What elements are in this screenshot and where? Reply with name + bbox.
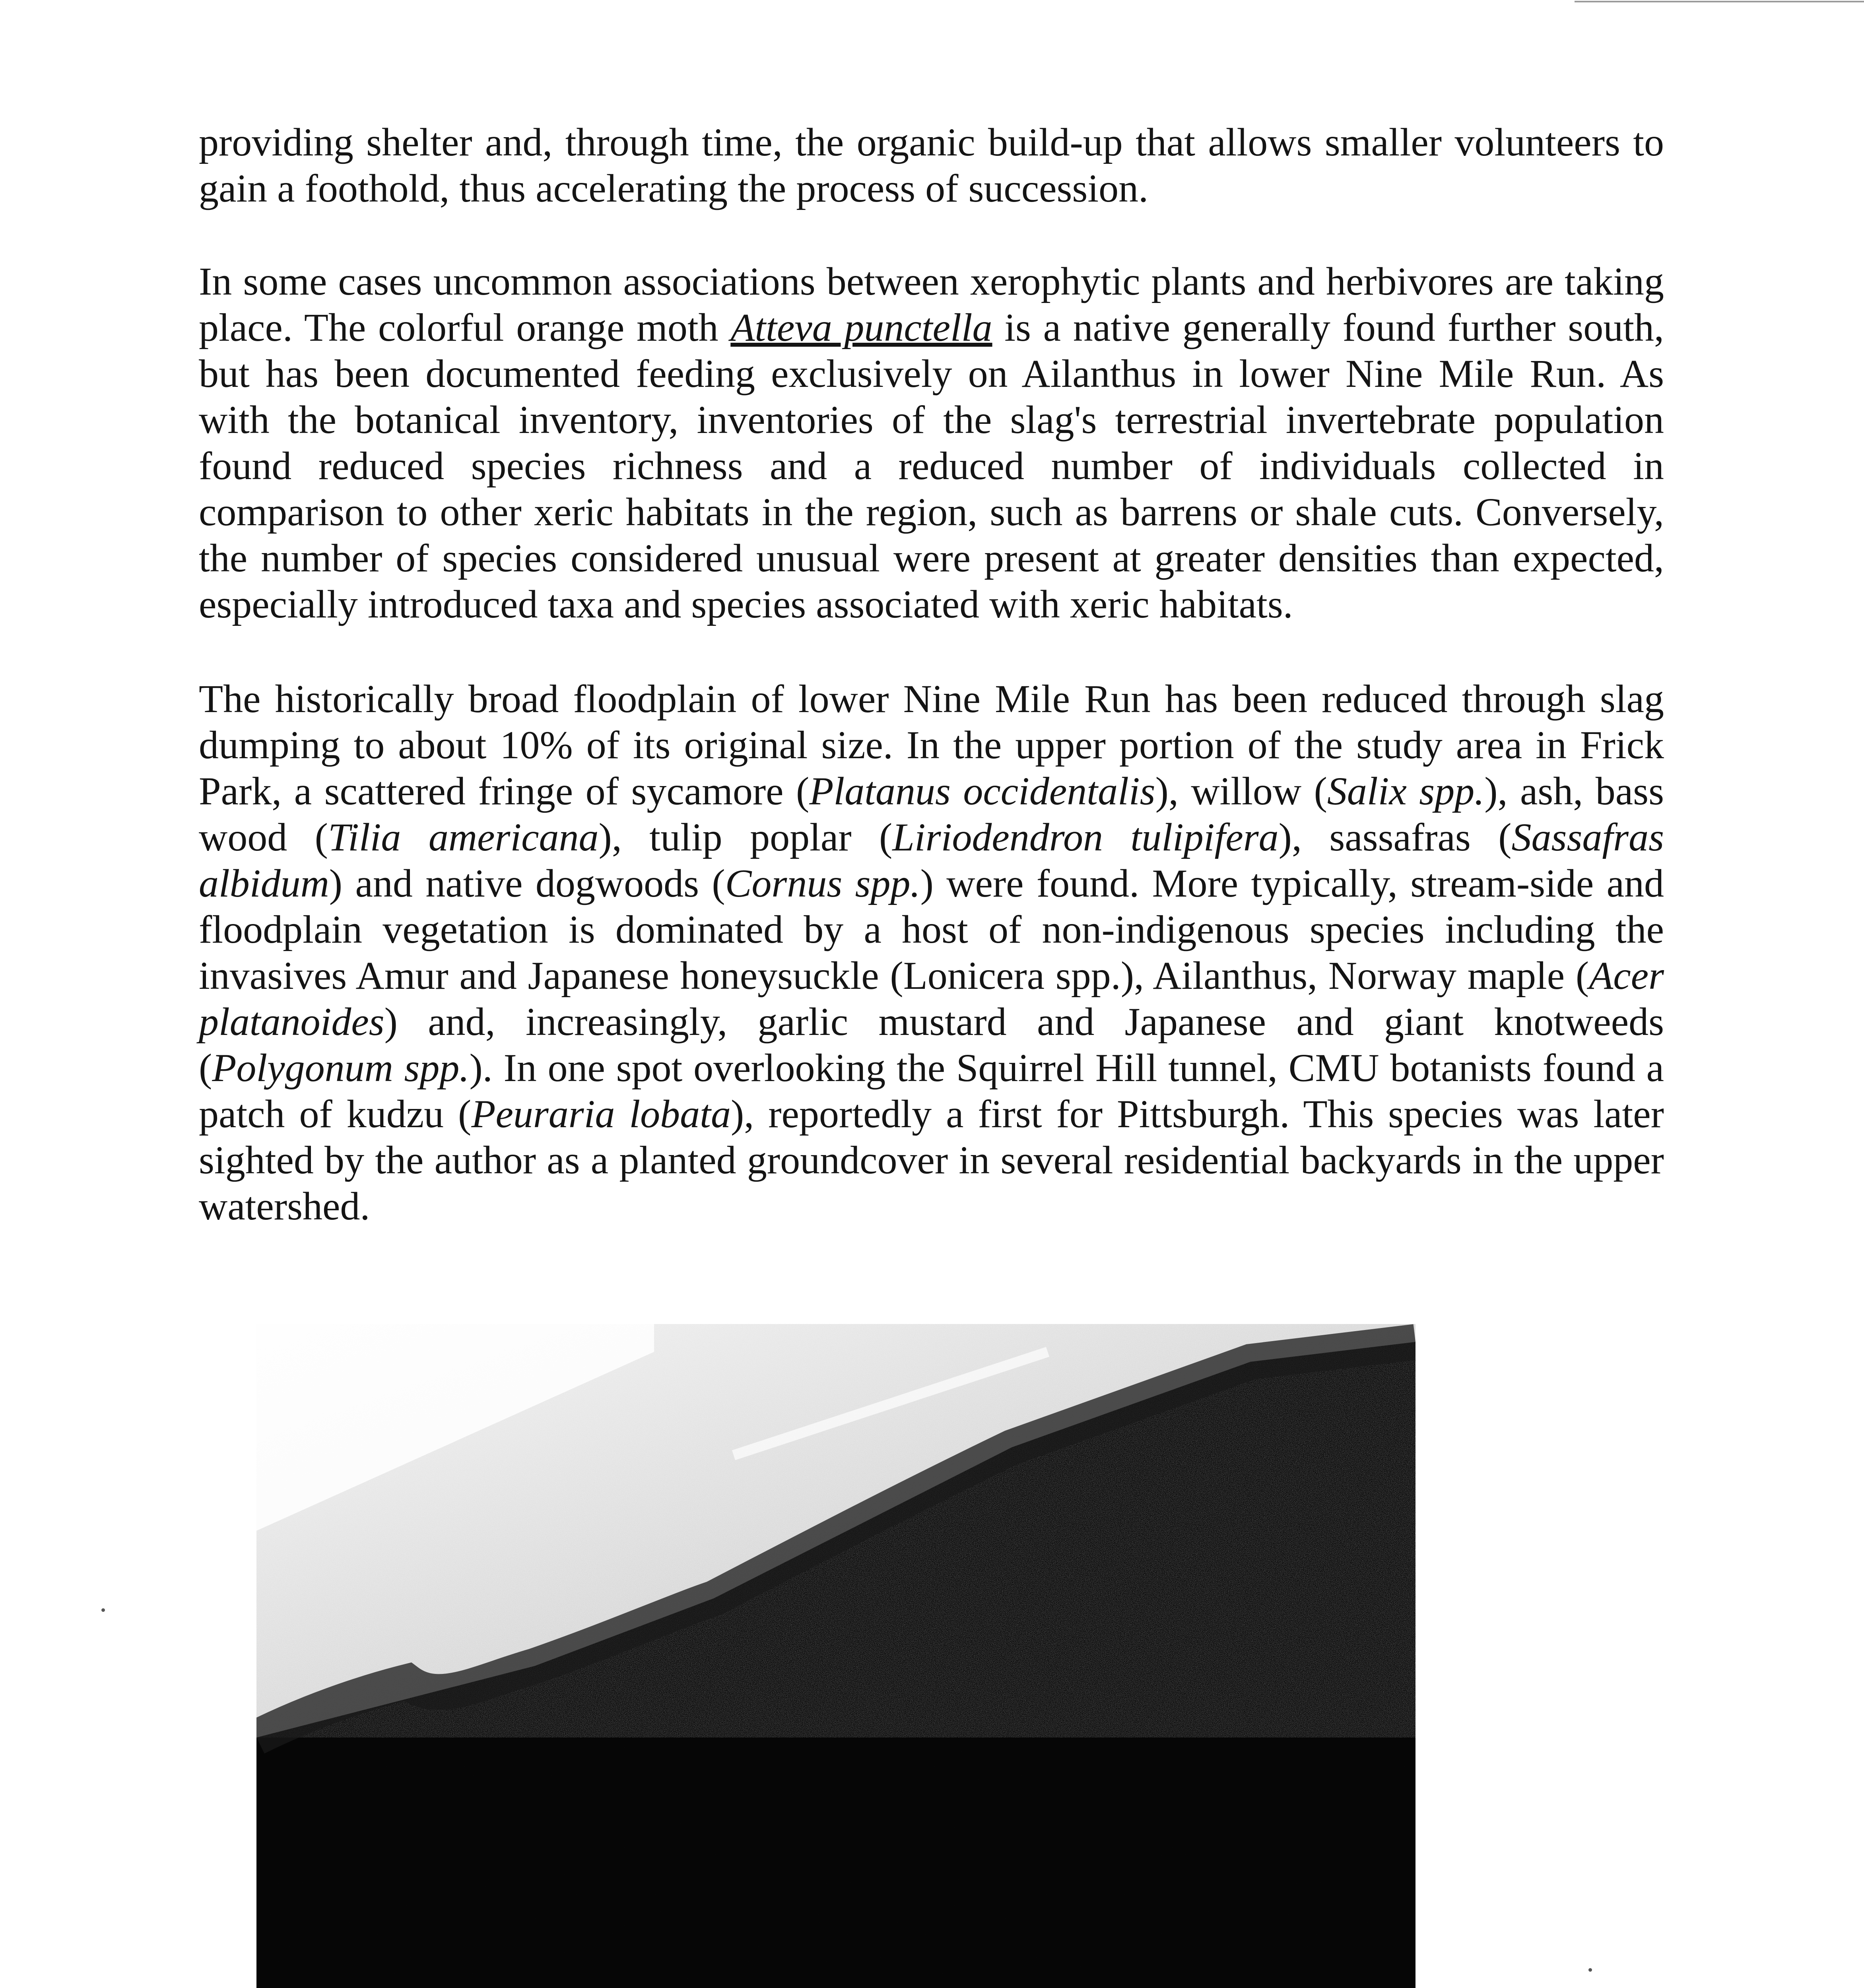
paragraph-succession: [199, 119, 1664, 212]
paragraph-text: ) and native dogwoods (: [329, 861, 725, 905]
paragraph-text: In some cases uncommon associations between xerophytic plants and herbivores are taking place. The colorful orange moth: [199, 259, 1664, 349]
scan-speck: [1588, 1968, 1592, 1972]
species-name-knotweed: Polygonum spp.: [212, 1046, 470, 1090]
paragraph-text: ), willow (: [1155, 769, 1327, 813]
species-name-dogwood: Cornus spp.: [725, 861, 920, 905]
photo-image: [256, 1324, 1415, 1988]
species-name-moth: Atteva punctella: [730, 305, 992, 349]
paragraph-text: ) were found. More typically, stream-side and floodplain vegetation is dominated by a host of non-indigenous species including the invasives Amur and Japanese honeysuckle (Lonicera spp.), Ailanthus, Norway maple (: [199, 861, 1664, 998]
photo-slag-texture: [256, 1602, 1415, 1988]
paragraph-text: ), reportedly a first for Pittsburgh. This species was later sighted by the author as a planted groundcover in several residential backyards in the upper watershed.: [199, 1092, 1664, 1228]
scan-speck: [101, 1608, 105, 1612]
paragraph-text: ). In one spot overlooking the Squirrel Hill tunnel, CMU botanists found a patch of kudzu (: [199, 1046, 1664, 1136]
paragraph-text: providing shelter and, through time, the organic build-up that allows smaller volunteers to gain a foothold, thus accelerating the process of succession.: [199, 120, 1664, 210]
paragraph-text: The historically broad floodplain of lower Nine Mile Run has been reduced through slag dumping to about 10% of its original size. In the upper portion of the study area in Frick Park, a scattered fringe of sycamore (: [199, 677, 1664, 813]
species-name-kudzu: Peuraria lobata: [471, 1092, 731, 1136]
paragraph-herbivores: [199, 258, 1664, 627]
paragraph-text: ) and, increasingly, garlic mustard and Japanese and giant knotweeds (: [199, 1000, 1664, 1090]
species-name-norway-maple: Acer platanoides: [199, 953, 1664, 1044]
species-name-sycamore: Platanus occidentalis: [809, 769, 1155, 813]
scan-edge-line: [1575, 1, 1864, 2]
paragraph-text: ), sassafras (: [1278, 815, 1512, 859]
figure-photo-slag-slope: [256, 1324, 1415, 1988]
paragraph-text: ), tulip poplar (: [598, 815, 893, 859]
species-name-tulip-poplar: Liriodendron tulipifera: [892, 815, 1279, 859]
paragraph-text: ), ash, bass wood (: [199, 769, 1664, 859]
paragraph-text: is a native generally found further south, but has been documented feeding exclusively on Ailanthus in lower Nine Mile Run. As with the botanical inventory, inventories of the slag's terrestrial invertebrate population found reduced species richness and a reduced number of individuals collected in comparison to other xeric habitats in the region, such as barrens or shale cuts. Conversely, the number of species considered unusual were present at greater densities than expected, especially introduced taxa and species associated with xeric habitats.: [199, 305, 1664, 626]
species-name-sassafras: Sassafras albidum: [199, 815, 1664, 905]
paragraph-floodplain: [199, 676, 1664, 1229]
species-name-basswood: Tilia americana: [328, 815, 599, 859]
species-name-willow: Salix spp.: [1327, 769, 1485, 813]
